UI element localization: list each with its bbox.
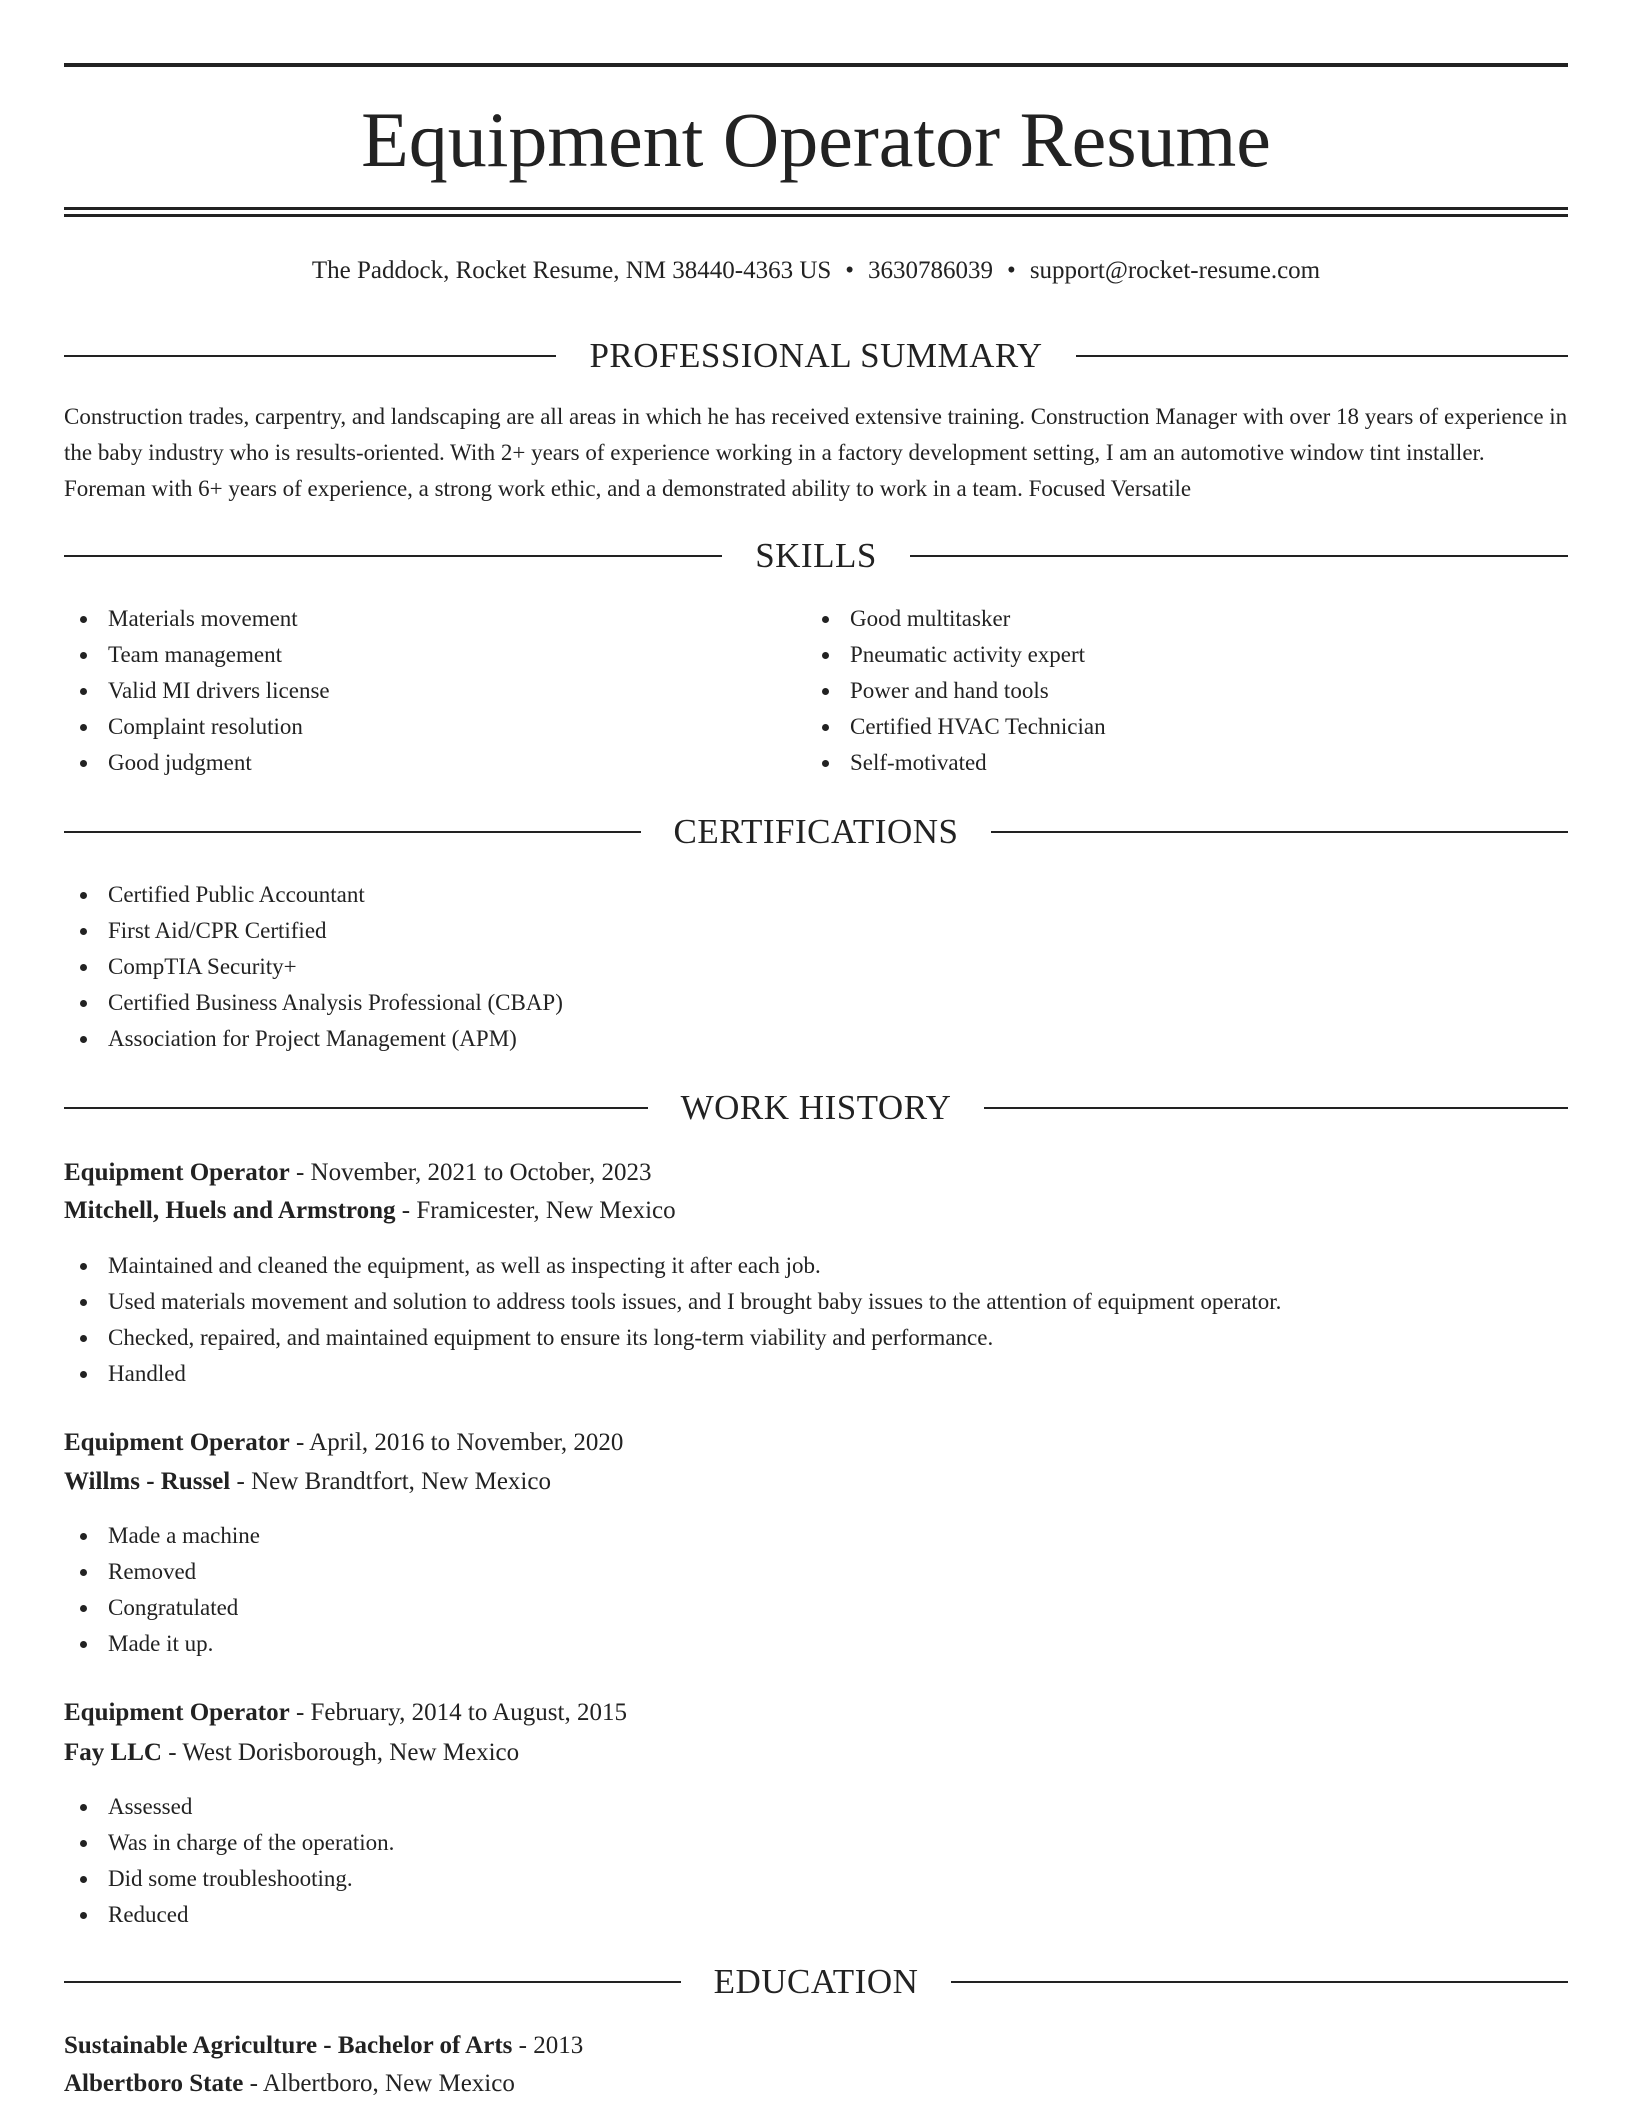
- certification-item: First Aid/CPR Certified: [64, 913, 1568, 949]
- section-heading-summary: [64, 334, 1568, 378]
- heading-rule: [1076, 355, 1568, 357]
- job-bullet: Made it up.: [64, 1626, 1568, 1662]
- job-dates: April, 2016 to November, 2020: [309, 1429, 624, 1456]
- job-bullet: Checked, repaired, and maintained equipment to ensure its long-term viability and performance.: [64, 1320, 1568, 1356]
- title-bottom-rule-1: [64, 207, 1568, 210]
- heading-rule: [910, 555, 1568, 557]
- certification-item: Association for Project Management (APM): [64, 1021, 1568, 1057]
- dash: -: [289, 1699, 311, 1726]
- skill-item: Pneumatic activity expert: [806, 637, 1506, 673]
- certification-item: CompTIA Security+: [64, 949, 1568, 985]
- job-bullets: [64, 1248, 1568, 1392]
- heading-text: EDUCATION: [713, 1962, 919, 2001]
- skill-item: Self-motivated: [806, 745, 1506, 781]
- job-bullets: [64, 1518, 1568, 1662]
- job-company: Fay LLC: [64, 1739, 162, 1766]
- section-heading-skills: [64, 534, 1568, 578]
- job-bullet: Used materials movement and solution to address tools issues, and I brought baby issues to the attention of equipment operator.: [64, 1284, 1568, 1320]
- job-dates: February, 2014 to August, 2015: [310, 1699, 627, 1726]
- certification-item: Certified Business Analysis Professional (CBAP): [64, 985, 1568, 1021]
- title-top-rule: [64, 63, 1568, 67]
- skill-item: Materials movement: [64, 601, 764, 637]
- section-heading-certifications: [64, 810, 1568, 854]
- heading-rule: [64, 355, 556, 357]
- heading-rule: [991, 831, 1568, 833]
- job-dates: November, 2021 to October, 2023: [310, 1159, 652, 1186]
- summary-paragraph: Construction trades, carpentry, and landscaping are all areas in which he has received extensive training. Construction Manager with over 18 years of experience in the baby industry who is results-oriented. With 2+ years of experience working in a factory development setting, I am an automotive window tint installer. Foreman with 6+ years of experience, a strong work ethic, and a demonstrated ability to work in a team. Focused Versatile: [64, 404, 1568, 501]
- contact-address: The Paddock, Rocket Resume, NM 38440-4363 US: [311, 257, 832, 284]
- certification-item: Certified Public Accountant: [64, 877, 1568, 913]
- heading-text: WORK HISTORY: [680, 1088, 952, 1127]
- job-location: Framicester, New Mexico: [416, 1197, 676, 1224]
- dash: -: [230, 1468, 252, 1495]
- job-bullet: Removed: [64, 1554, 1568, 1590]
- heading-text: PROFESSIONAL SUMMARY: [589, 336, 1043, 375]
- skill-item: Good multitasker: [806, 601, 1506, 637]
- heading-text: SKILLS: [755, 536, 877, 575]
- heading-rule: [984, 1107, 1568, 1109]
- dash: -: [395, 1197, 417, 1224]
- job-bullet: Handled: [64, 1356, 1568, 1392]
- heading-rule: [64, 1981, 681, 1983]
- education-year: 2013: [533, 2032, 584, 2059]
- contact-phone: 3630786039: [868, 257, 994, 284]
- education-location: Albertboro, New Mexico: [262, 2070, 515, 2097]
- job-company-line: [64, 1464, 1568, 1500]
- skills-list-left: [64, 601, 764, 781]
- job-bullet: Was in charge of the operation.: [64, 1825, 1568, 1861]
- skill-item: Valid MI drivers license: [64, 673, 764, 709]
- job-location: New Brandtfort, New Mexico: [251, 1468, 551, 1495]
- job-bullet: Assessed: [64, 1789, 1568, 1825]
- skill-item: Complaint resolution: [64, 709, 764, 745]
- title-bottom-rule-2: [64, 214, 1568, 217]
- skill-item: Power and hand tools: [806, 673, 1506, 709]
- skill-item: Certified HVAC Technician: [806, 709, 1506, 745]
- skill-item: Good judgment: [64, 745, 764, 781]
- contact-separator: •: [1007, 257, 1016, 284]
- dash: -: [289, 1429, 310, 1456]
- education-degree: Sustainable Agriculture - Bachelor of Arts: [64, 2032, 513, 2059]
- certifications-list: [64, 877, 1568, 1057]
- job-title: Equipment Operator: [64, 1159, 290, 1186]
- skills-list-right: [806, 601, 1506, 781]
- heading-rule: [64, 1107, 648, 1109]
- resume-title: Equipment Operator Resume: [361, 96, 1271, 183]
- job-title: Equipment Operator: [64, 1699, 290, 1726]
- dash: -: [161, 1739, 183, 1766]
- job-company-line: [64, 1735, 1568, 1771]
- skill-item: Team management: [64, 637, 764, 673]
- job-company-line: [64, 1193, 1568, 1229]
- dash: -: [243, 2070, 263, 2097]
- contact-line: [64, 254, 1568, 288]
- heading-rule: [64, 555, 722, 557]
- contact-email: support@rocket-resume.com: [1029, 257, 1321, 284]
- heading-rule: [64, 831, 641, 833]
- job-title-line: [64, 1155, 1568, 1191]
- job-title-line: [64, 1425, 1568, 1461]
- heading-rule: [951, 1981, 1568, 1983]
- dash: -: [289, 1159, 311, 1186]
- education-school-line: [64, 2066, 1568, 2102]
- job-company: Mitchell, Huels and Armstrong: [64, 1197, 396, 1224]
- job-bullet: Made a machine: [64, 1518, 1568, 1554]
- heading-text: CERTIFICATIONS: [673, 812, 959, 851]
- job-bullets: [64, 1789, 1568, 1933]
- section-heading-education: [64, 1960, 1568, 2004]
- contact-separator: •: [845, 257, 855, 284]
- job-title-line: [64, 1695, 1568, 1731]
- job-location: West Dorisborough, New Mexico: [182, 1739, 520, 1766]
- job-bullet: Congratulated: [64, 1590, 1568, 1626]
- section-heading-work-history: [64, 1086, 1568, 1130]
- job-bullet: Maintained and cleaned the equipment, as well as inspecting it after each job.: [64, 1248, 1568, 1284]
- dash: -: [512, 2032, 534, 2059]
- job-company: Willms - Russel: [64, 1468, 231, 1495]
- education-school: Albertboro State: [64, 2070, 244, 2097]
- job-bullet: Reduced: [64, 1897, 1568, 1933]
- education-degree-line: [64, 2028, 1568, 2064]
- job-bullet: Did some troubleshooting.: [64, 1861, 1568, 1897]
- job-title: Equipment Operator: [64, 1429, 290, 1456]
